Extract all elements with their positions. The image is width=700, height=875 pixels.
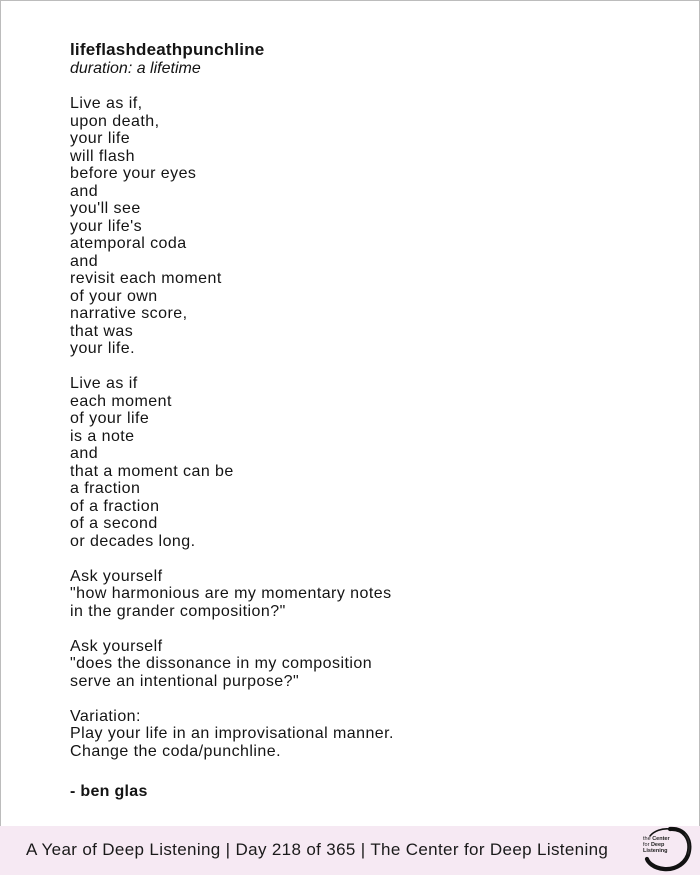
poem-line: atemporal coda — [70, 235, 187, 252]
poem-line: Change the coda/punchline. — [70, 742, 281, 760]
poem-line: each moment — [70, 392, 172, 410]
poem-line: narrative score, — [70, 305, 188, 322]
poem-line: your life — [70, 130, 131, 147]
poem-line: "how harmonious are my momentary notes — [70, 585, 392, 602]
poem-line: upon death, — [70, 112, 160, 130]
poem-stanza — [70, 708, 630, 761]
center-for-deep-listening-logo — [640, 826, 692, 872]
poem-line: and — [70, 182, 99, 200]
poem-stanza — [70, 638, 630, 691]
poem-line: and — [70, 252, 99, 270]
logo-word-listening: Listening — [643, 848, 668, 855]
poem-line: revisit each moment — [70, 270, 222, 287]
poem-stanza — [70, 375, 630, 550]
poem-line: of a second — [70, 515, 158, 532]
poem-body — [70, 95, 630, 760]
poem-line: will flash — [70, 147, 135, 165]
poem-line: of your life — [70, 410, 150, 427]
poem-line: Live as if — [70, 375, 138, 392]
poem-line: you'll see — [70, 200, 141, 217]
poem-signature: - ben glas — [70, 783, 148, 800]
footer-text: A Year of Deep Listening | Day 218 of 365 | The Center for Deep Listening — [26, 840, 609, 859]
poem-stanza — [70, 568, 630, 621]
poem-line: Ask yourself — [70, 567, 163, 585]
poem-line: Live as if, — [70, 95, 143, 112]
logo-wordmark — [643, 836, 683, 855]
poem-subtitle: duration: a lifetime — [70, 60, 201, 77]
logo-word-center: Center — [652, 836, 670, 842]
poem-line: your life's — [70, 217, 143, 235]
poem-line: Variation: — [70, 707, 141, 725]
poem-line: or decades long. — [70, 532, 196, 550]
poem-title: lifeflashdeathpunchline — [70, 40, 265, 59]
poem-line: your life. — [70, 340, 135, 357]
logo-word-the: the — [643, 836, 651, 842]
poem-line: a fraction — [70, 480, 141, 497]
poem-card — [70, 40, 630, 801]
poem-line: serve an intentional purpose?" — [70, 672, 300, 690]
poem-line: of your own — [70, 287, 158, 305]
poem-line: in the grander composition?" — [70, 602, 286, 620]
poem-line: and — [70, 445, 99, 462]
poem-stanza — [70, 95, 630, 358]
logo-word-deep: Deep — [650, 842, 665, 849]
poem-line: Ask yourself — [70, 637, 163, 655]
poem-line: before your eyes — [70, 165, 197, 182]
poem-line: "does the dissonance in my composition — [70, 655, 373, 672]
poem-line: that was — [70, 322, 134, 340]
footer-banner — [0, 826, 700, 875]
poem-line: of a fraction — [70, 497, 160, 515]
poem-line: is a note — [70, 427, 135, 445]
poem-line: Play your life in an improvisational manner. — [70, 725, 394, 742]
logo-word-for: for — [643, 842, 650, 849]
poem-line: that a moment can be — [70, 462, 234, 480]
